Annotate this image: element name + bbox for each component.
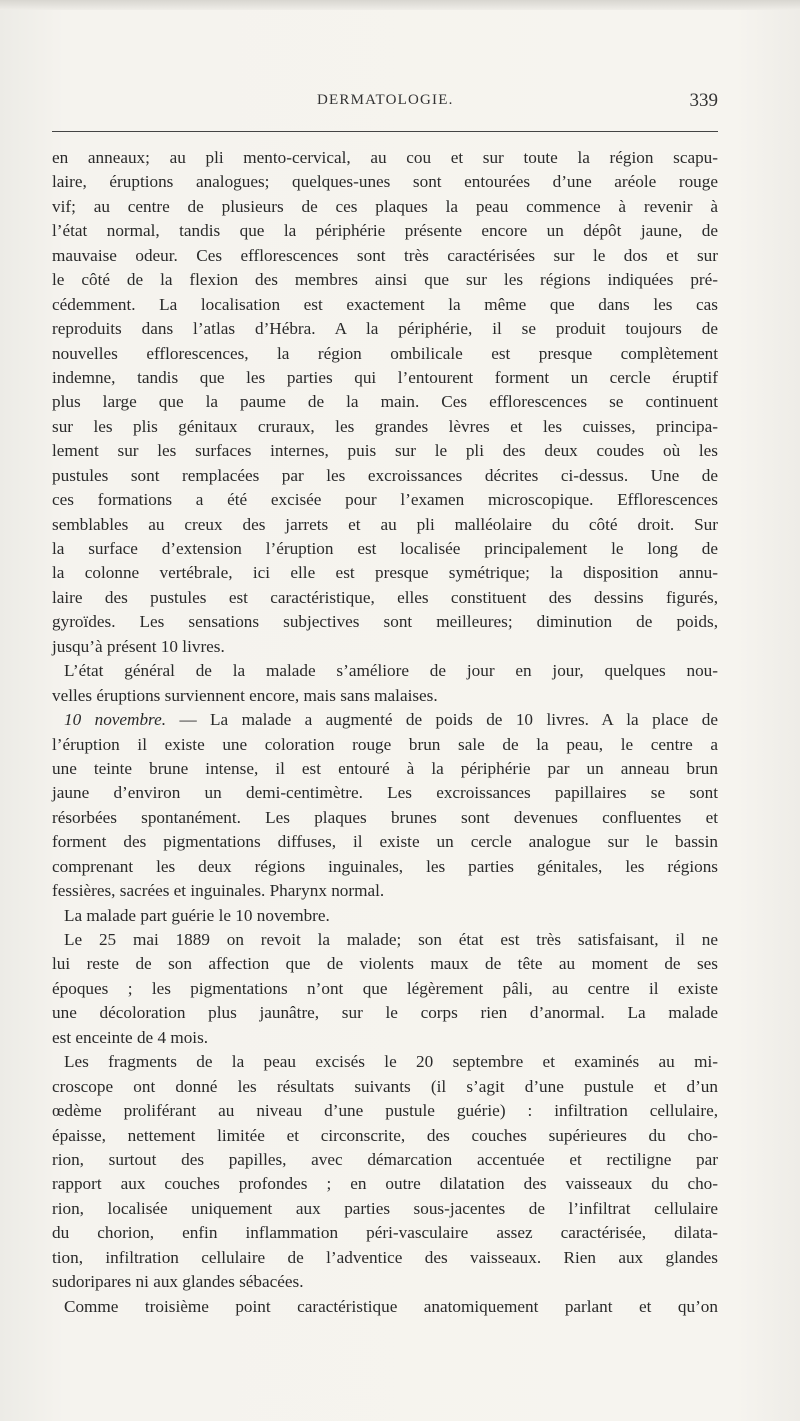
text-line: nouvelles efflorescences, la région ombilicale est presque complètement xyxy=(52,343,718,363)
text-line: lement sur les surfaces internes, puis sur le pli des deux coudes où les xyxy=(52,441,718,461)
text-line: rion, surtout des papilles, avec démarcation accentuée et rectiligne par xyxy=(52,1149,718,1169)
text-line: résorbées spontanément. Les plaques brunes sont devenues confluentes et xyxy=(52,807,718,827)
text-line: rion, localisée uniquement aux parties sous-jacentes de l’infiltrat cellulaire xyxy=(52,1198,718,1218)
text-line: du chorion, enfin inflammation péri-vasculaire assez caractérisée, dilata- xyxy=(52,1223,718,1243)
text-line: Le 25 mai 1889 on revoit la malade; son état est très satisfaisant, il ne xyxy=(64,930,718,949)
text-line: lui reste de son affection que de violents maux de tête au moment de ses xyxy=(52,954,718,974)
text-line: indemne, tandis que les parties qui l’entourent forment un cercle éruptif xyxy=(52,367,718,387)
text-line: vif; au centre de plusieurs de ces plaques la peau commence à revenir à xyxy=(52,196,718,216)
text-line: croscope ont donné les résultats suivants (il s’agit d’une pustule et d’un xyxy=(52,1076,718,1096)
text-line: semblables au creux des jarrets et au pli malléolaire du côté droit. Sur xyxy=(52,514,718,534)
dated-entry-text: — La malade a augmenté de poids de 10 livres. A la place de xyxy=(166,710,718,730)
text-line: mauvaise odeur. Ces efflorescences sont très caractérisées sur le dos et sur xyxy=(52,245,718,265)
text-line: l’état normal, tandis que la périphérie présente encore un dépôt jaune, de xyxy=(52,221,718,241)
text-line: en anneaux; au pli mento-cervical, au cou et sur toute la région scapu- xyxy=(52,148,718,167)
text-line: pustules sont remplacées par les excroissances décrites ci-dessus. Une de xyxy=(52,465,718,485)
text-line: jaune d’environ un demi-centimètre. Les excroissances papillaires se sont xyxy=(52,783,718,803)
text-line: L’état général de la malade s’améliore de jour en jour, quelques nou- xyxy=(64,661,718,681)
text-line: cédemment. La localisation est exactement la même que dans les cas xyxy=(52,294,718,314)
text-line: œdème proliférant au niveau d’une pustule guérie) : infiltration cellulaire, xyxy=(52,1101,718,1121)
text-line: la surface d’extension l’éruption est localisée principalement le long de xyxy=(52,539,718,558)
text-line: laire des pustules est caractéristique, elles constituent des dessins figurés, xyxy=(52,587,718,607)
text-line: est enceinte de 4 mois. xyxy=(52,1027,209,1047)
text-line: velles éruptions surviennent encore, mais sans malaises. xyxy=(52,685,438,705)
text-line: Les fragments de la peau excisés le 20 septembre et examinés au mi- xyxy=(64,1052,718,1072)
text-line: la colonne vertébrale, ici elle est presque symétrique; la disposition annu- xyxy=(52,563,718,583)
text-line: rapport aux couches profondes ; en outre dilatation des vaisseaux du cho- xyxy=(52,1174,718,1194)
page-number: 339 xyxy=(689,90,718,111)
text-line: plus large que la paume de la main. Ces efflorescences se continuent xyxy=(52,392,718,412)
text-line: gyroïdes. Les sensations subjectives sont meilleures; diminution de poids, xyxy=(52,612,718,632)
text-line: épaisse, nettement limitée et circonscrite, des couches supérieures du cho- xyxy=(52,1125,718,1145)
text-line: laire, éruptions analogues; quelques-unes sont entourées d’une aréole rouge xyxy=(52,172,718,192)
text-line: sur les plis génitaux cruraux, les grandes lèvres et les cuisses, principa- xyxy=(52,416,718,436)
text-line: fessières, sacrées et inguinales. Pharynx normal. xyxy=(52,881,385,901)
text-line: ces formations a été excisée pour l’examen microscopique. Efflorescences xyxy=(52,490,718,510)
text-line: l’éruption il existe une coloration rouge brun sale de la peau, le centre a xyxy=(52,734,718,754)
text-line: jusqu’à présent 10 livres. xyxy=(52,636,225,656)
text-line: comprenant les deux régions inguinales, les parties génitales, les régions xyxy=(52,856,718,876)
page-header xyxy=(52,92,718,120)
text-line: époques ; les pigmentations n’ont que légèrement pâli, au centre il existe xyxy=(52,978,718,998)
text-line: forment des pigmentations diffuses, il existe un cercle analogue sur le bassin xyxy=(52,832,718,852)
text-line: sudoripares ni aux glandes sébacées. xyxy=(52,1272,304,1292)
dated-entry-line xyxy=(52,708,718,732)
page-top-edge xyxy=(0,0,800,10)
text-line: Comme troisième point caractéristique anatomiquement parlant et qu’on xyxy=(64,1296,718,1316)
text-line: une décoloration plus jaunâtre, sur le corps rien d’anormal. La malade xyxy=(52,1003,718,1023)
running-head: DERMATOLOGIE. xyxy=(317,92,454,108)
text-line: le côté de la flexion des membres ainsi que sur les régions indiquées pré- xyxy=(52,270,718,290)
date-label: 10 novembre. xyxy=(64,710,167,730)
header-rule xyxy=(52,131,718,132)
text-line: La malade part guérie le 10 novembre. xyxy=(64,905,330,925)
text-line: une teinte brune intense, il est entouré à la périphérie par un anneau brun xyxy=(52,758,718,778)
text-line: reproduits dans l’atlas d’Hébra. A la périphérie, il se produit toujours de xyxy=(52,319,718,339)
body-text xyxy=(52,146,718,1319)
text-line: tion, infiltration cellulaire de l’adventice des vaisseaux. Rien aux glandes xyxy=(52,1247,718,1267)
